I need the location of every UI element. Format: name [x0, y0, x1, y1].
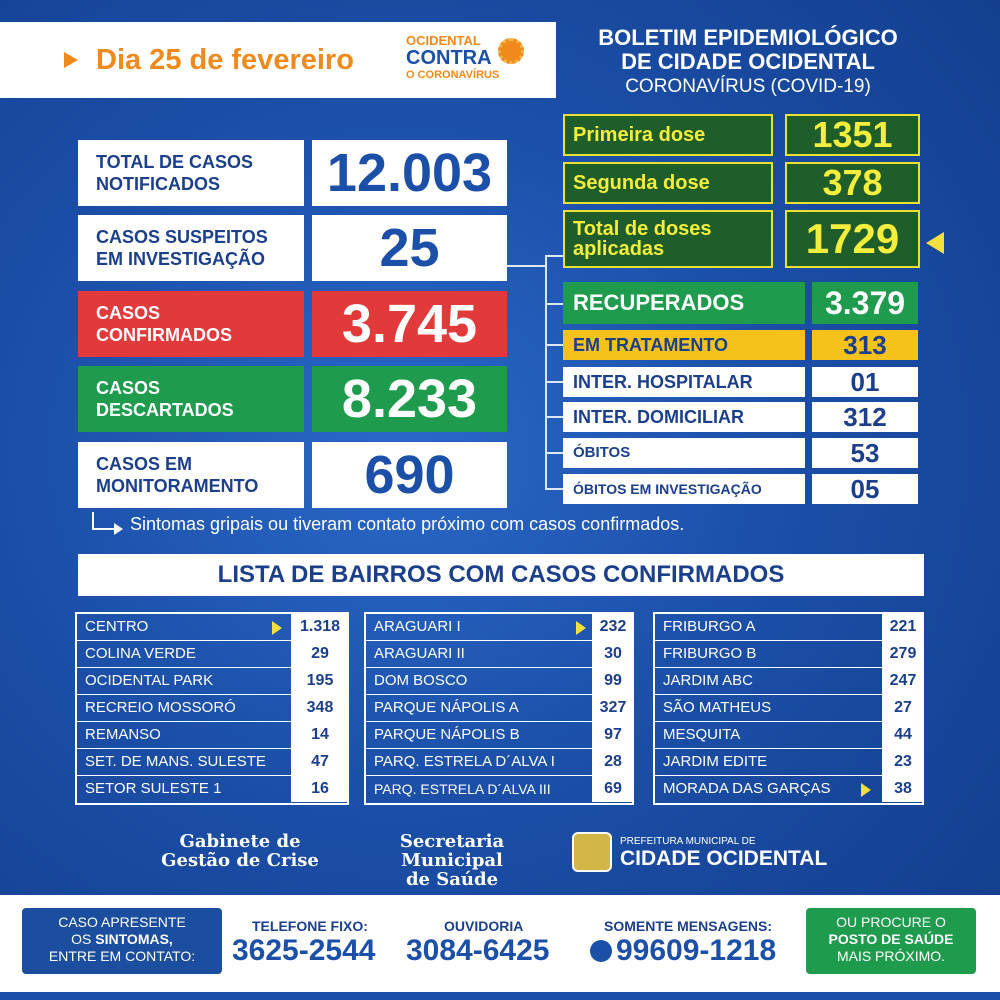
case-label-monitoring — [78, 442, 304, 508]
hospitalized-label: INTER. HOSPITALAR — [563, 367, 805, 397]
table-row — [366, 641, 632, 668]
phone-number[interactable]: 3625-2544 — [232, 934, 376, 967]
table-row — [77, 749, 347, 776]
case-label-line: MONITORAMENTO — [96, 476, 259, 496]
case-label-line: EM INVESTIGAÇÃO — [96, 249, 266, 269]
symptoms-line — [22, 931, 222, 948]
neighborhood-name: JARDIM ABC — [663, 672, 754, 689]
neighborhood-name: RECREIO MOSSORÓ — [85, 699, 236, 716]
case-value-confirmed: 3.745 — [312, 291, 507, 357]
ombudsman-number[interactable]: 3084-6425 — [406, 934, 550, 967]
neighborhoods-table-2 — [364, 612, 634, 805]
monitoring-note: Sintomas gripais ou tiveram contato próximo com casos confirmados. — [130, 514, 685, 534]
connector-line — [545, 255, 563, 257]
in-treatment-label: EM TRATAMENTO — [563, 330, 805, 360]
case-label-line: CONFIRMADOS — [96, 325, 232, 345]
date-banner — [0, 22, 556, 98]
campaign-logo — [406, 34, 536, 88]
table-row — [366, 722, 632, 749]
play-arrow-icon — [64, 52, 78, 68]
health-post-box — [806, 908, 976, 974]
neighborhood-name: MORADA DAS GARÇAS — [663, 780, 831, 797]
symptoms-line: ENTRE EM CONTATO: — [48, 948, 196, 964]
neighborhood-cases: 99 — [592, 668, 632, 694]
table-row — [655, 614, 922, 641]
neighborhood-cases: 14 — [291, 722, 347, 748]
neighborhood-cases: 28 — [592, 749, 632, 775]
case-value-suspected: 25 — [312, 215, 507, 281]
neighborhood-cases: 1.318 — [291, 614, 347, 640]
neighborhood-cases: 195 — [291, 668, 347, 694]
campaign-logo-line3: O CORONAVÍRUS — [406, 69, 500, 81]
city-hall-logo — [620, 836, 827, 871]
total-doses-value: 1729 — [785, 210, 920, 268]
connector-line — [545, 303, 563, 305]
health-post-line: MAIS PRÓXIMO. — [836, 948, 946, 964]
neighborhood-name: OCIDENTAL PARK — [85, 672, 214, 689]
bulletin-date: Dia 25 de fevereiro — [96, 43, 354, 76]
neighborhood-cases: 69 — [592, 776, 632, 802]
city-crest-icon — [572, 832, 612, 872]
case-label-discarded — [78, 366, 304, 432]
neighborhood-cases: 27 — [882, 695, 922, 721]
total-doses-label-line: aplicadas — [573, 238, 665, 260]
city-hall-name: CIDADE OCIDENTAL — [620, 847, 828, 870]
case-label-line: CASOS — [96, 303, 161, 323]
campaign-logo-line1: OCIDENTAL — [406, 33, 481, 48]
bottom-stripe — [0, 992, 1000, 1000]
connector-line — [545, 416, 563, 418]
neighborhood-name: COLINA VERDE — [85, 645, 196, 662]
neighborhood-cases: 247 — [882, 668, 922, 694]
table-row — [655, 668, 922, 695]
deaths-value: 53 — [812, 438, 918, 468]
first-dose-label: Primeira dose — [563, 114, 773, 156]
second-dose-label: Segunda dose — [563, 162, 773, 204]
neighborhood-name: FRIBURGO A — [663, 618, 756, 635]
connector-line — [545, 488, 563, 490]
case-value-discarded: 8.233 — [312, 366, 507, 432]
neighborhood-name: DOM BOSCO — [374, 672, 468, 689]
bulletin-title-line1: BOLETIM EPIDEMIOLÓGICO — [598, 25, 898, 50]
symptoms-contact-box — [22, 908, 222, 974]
total-doses-label-line: Total de doses — [573, 218, 712, 240]
neighborhood-cases: 38 — [882, 776, 922, 802]
crisis-office-logo — [160, 832, 320, 870]
neighborhood-cases: 348 — [291, 695, 347, 721]
pointer-arrow-icon — [926, 232, 944, 254]
health-secretariat-logo — [352, 832, 552, 889]
case-label-confirmed — [78, 291, 304, 357]
table-row — [655, 776, 922, 803]
neighborhood-cases: 221 — [882, 614, 922, 640]
neighborhood-cases: 16 — [291, 776, 347, 802]
case-label-line: CASOS EM — [96, 454, 193, 474]
symptoms-emphasis: SINTOMAS, — [95, 931, 173, 947]
table-row — [366, 749, 632, 776]
table-row — [77, 776, 347, 803]
neighborhood-cases: 279 — [882, 641, 922, 667]
neighborhood-name: CENTRO — [85, 618, 149, 635]
health-post-line: POSTO DE SAÚDE — [828, 931, 954, 947]
virus-icon — [498, 38, 524, 64]
table-row — [655, 749, 922, 776]
crisis-office-line: Gestão de Crise — [161, 850, 319, 871]
ombudsman-label: OUVIDORIA — [444, 918, 524, 934]
table-row — [77, 695, 347, 722]
neighborhood-name: REMANSO — [85, 726, 161, 743]
total-doses-label — [563, 210, 773, 268]
neighborhood-name: FRIBURGO B — [663, 645, 757, 662]
table-row — [77, 668, 347, 695]
neighborhood-cases: 47 — [291, 749, 347, 775]
neighborhood-cases: 97 — [592, 722, 632, 748]
table-row — [77, 641, 347, 668]
whatsapp-icon — [590, 940, 612, 962]
neighborhood-cases: 327 — [592, 695, 632, 721]
table-row — [77, 614, 347, 641]
case-label-line: NOTIFICADOS — [96, 174, 220, 194]
neighborhoods-table-1 — [75, 612, 349, 805]
table-row — [366, 695, 632, 722]
table-row — [366, 668, 632, 695]
connector-line — [545, 452, 563, 454]
table-row — [655, 722, 922, 749]
crisis-office-line: Gabinete de — [179, 831, 301, 852]
note-arrow-icon — [92, 528, 116, 530]
first-dose-value: 1351 — [785, 114, 920, 156]
pointer-arrow-icon — [272, 621, 282, 635]
neighborhoods-table-3 — [653, 612, 924, 805]
recovered-value: 3.379 — [812, 282, 918, 324]
case-value-total-notified: 12.003 — [312, 140, 507, 206]
bulletin-title — [568, 26, 928, 100]
pointer-arrow-icon — [861, 783, 871, 797]
note-arrow-icon — [114, 523, 123, 535]
case-label-line: CASOS SUSPEITOS — [96, 227, 268, 247]
campaign-logo-line2: CONTRA — [406, 47, 492, 69]
recovered-label: RECUPERADOS — [563, 282, 805, 324]
neighborhood-cases: 232 — [592, 614, 632, 640]
home-care-value: 312 — [812, 402, 918, 432]
deaths-under-investigation-label: ÓBITOS EM INVESTIGAÇÃO — [563, 474, 805, 504]
case-value-monitoring: 690 — [312, 442, 507, 508]
case-label-suspected — [78, 215, 304, 281]
neighborhood-name: ARAGUARI II — [374, 645, 465, 662]
symptoms-text: OS — [71, 931, 96, 947]
neighborhood-cases: 30 — [592, 641, 632, 667]
deaths-under-investigation-value: 05 — [812, 474, 918, 504]
symptoms-line: CASO APRESENTE — [58, 914, 186, 930]
table-row — [366, 614, 632, 641]
neighborhood-name: JARDIM EDITE — [663, 753, 768, 770]
neighborhood-name: SETOR SULESTE 1 — [85, 780, 222, 797]
table-row — [366, 776, 632, 803]
neighborhood-name: MESQUITA — [663, 726, 741, 743]
case-label-total-notified — [78, 140, 304, 206]
case-label-line: TOTAL DE CASOS — [96, 152, 254, 172]
neighborhood-name: PARQUE NÁPOLIS B — [374, 726, 520, 743]
case-label-line: DESCARTADOS — [96, 400, 234, 420]
health-post-line: OU PROCURE O — [836, 914, 946, 930]
neighborhood-name: PARQ. ESTRELA D´ALVA III — [374, 781, 551, 797]
connector-line — [507, 265, 545, 267]
table-row — [655, 641, 922, 668]
in-treatment-value: 313 — [812, 330, 918, 360]
messages-label: SOMENTE MENSAGENS: — [604, 918, 773, 934]
table-row — [655, 695, 922, 722]
case-label-line: CASOS — [96, 378, 161, 398]
neighborhoods-title: LISTA DE BAIRROS COM CASOS CONFIRMADOS — [78, 554, 924, 596]
messages-number[interactable]: 99609-1218 — [616, 934, 777, 967]
neighborhood-cases: 29 — [291, 641, 347, 667]
neighborhood-name: SET. DE MANS. SULESTE — [85, 753, 266, 770]
second-dose-value: 378 — [785, 162, 920, 204]
table-row — [77, 722, 347, 749]
connector-line — [545, 344, 563, 346]
home-care-label: INTER. DOMICILIAR — [563, 402, 805, 432]
city-hall-small: PREFEITURA MUNICIPAL DE — [620, 836, 756, 847]
neighborhood-cases: 44 — [882, 722, 922, 748]
bulletin-subtitle: CORONAVÍRUS (COVID-19) — [625, 76, 871, 97]
neighborhood-name: ARAGUARI I — [374, 618, 461, 635]
bulletin-title-line2: DE CIDADE OCIDENTAL — [621, 49, 875, 74]
deaths-label: ÓBITOS — [563, 438, 805, 468]
neighborhood-name: PARQ. ESTRELA D´ALVA I — [374, 753, 555, 770]
health-secretariat-line: de Saúde — [405, 869, 499, 890]
neighborhood-name: PARQUE NÁPOLIS A — [374, 699, 519, 716]
hospitalized-value: 01 — [812, 367, 918, 397]
pointer-arrow-icon — [576, 621, 586, 635]
health-secretariat-line: Secretaria Municipal — [399, 831, 505, 871]
neighborhood-cases: 23 — [882, 749, 922, 775]
phone-label: TELEFONE FIXO: — [252, 918, 368, 934]
neighborhood-name: SÃO MATHEUS — [663, 699, 772, 716]
connector-line — [545, 381, 563, 383]
